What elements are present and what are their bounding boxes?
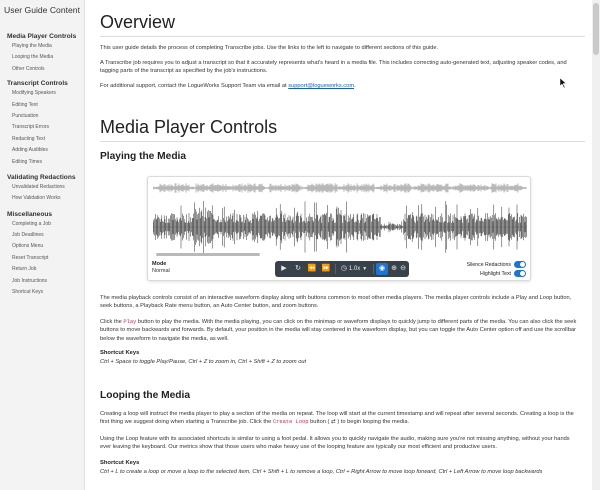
sidebar-item-options-menu[interactable]: Options Menu <box>12 243 44 250</box>
media-player <box>147 176 531 281</box>
looping-shortcut-title: Shortcut Keys <box>100 460 140 466</box>
playback-rate-value: 1.0x <box>348 266 361 272</box>
sidebar-item-punctuation[interactable]: Punctuation <box>12 112 39 119</box>
looping-the-media-heading: Looping the Media <box>100 390 190 401</box>
sidebar-item-adding-audibles[interactable]: Adding Audibles <box>12 147 48 154</box>
timer-icon: ◷ <box>340 265 347 272</box>
sidebar-item-return-job[interactable]: Return Job <box>12 266 37 273</box>
sidebar-section-validating-redactions[interactable]: Validating Redactions <box>7 173 76 181</box>
overview-paragraph-3: For additional support, contact the LogueWorks Support Team via email at support@logueworks.com. <box>100 83 356 89</box>
highlight-text-label: Highlight Text <box>479 270 511 277</box>
mode-value: Normal <box>152 268 170 274</box>
sidebar-item-editing-times[interactable]: Editing Times <box>12 158 43 165</box>
controls-divider <box>373 264 374 274</box>
sidebar-item-modifying-speakers[interactable]: Modifying Speakers <box>12 90 56 97</box>
overview-paragraph-1: This user guide details the process of completing Transcribe jobs. Use the links to the left to navigate to different sections of this guide. <box>100 45 439 51</box>
playing-paragraph-2: Click the Play button to play the media. With the media playing, you can click on the minimap or waveform displays to quickly jump to different parts of the media. You can also click the seek buttons to move backwards and forwards. By default, your position in the media will stay centered in the waveform display, but you can toggle the Auto Center option off and use the scrollbar below the waveform to navigate the media, as well. <box>100 319 577 342</box>
playing-shortcut-title: Shortcut Keys <box>100 350 140 356</box>
zoom-out-button[interactable] <box>399 263 407 275</box>
zoom-out-icon: ⊖ <box>400 265 406 272</box>
sidebar-item-transcript-errors[interactable]: Transcript Errors <box>12 124 50 131</box>
fast-forward-icon: ⏩ <box>321 265 331 272</box>
sidebar-section-miscellaneous[interactable]: Miscellaneous <box>7 210 53 218</box>
player-controls-bar <box>275 261 409 277</box>
loop-icon: ↻ <box>295 265 301 272</box>
seek-forward-button[interactable] <box>320 263 332 275</box>
chevron-down-icon: ▼ <box>362 266 368 272</box>
zoom-in-icon: ⊕ <box>391 265 397 272</box>
overview-heading: Overview <box>100 12 176 32</box>
play-button[interactable] <box>278 263 290 275</box>
page-scrollbar[interactable] <box>592 0 600 490</box>
overview-rule <box>100 36 585 37</box>
sidebar-item-how-validation-works[interactable]: How Validation Works <box>12 195 61 202</box>
silence-redactions-toggle-row <box>467 261 526 268</box>
play-icon: ▶ <box>281 265 287 272</box>
rewind-icon: ⏪ <box>307 265 317 272</box>
mode-label: Mode <box>152 261 167 267</box>
sidebar-title: User Guide Content <box>4 5 80 15</box>
overview-paragraph-2: A Transcribe job requires you to adjust a transcript so that it accurately represents what's heard in a media file. This includes correcting auto-generated text, adjusting speaker codes, and tagging parts of the transcript as specified by the job's instructions. <box>100 60 567 75</box>
sidebar <box>0 0 85 490</box>
controls-divider <box>335 264 336 274</box>
playback-rate-button[interactable] <box>338 263 370 275</box>
waveform-display[interactable] <box>153 201 527 253</box>
sidebar-section-media-player-controls[interactable]: Media Player Controls <box>7 33 77 40</box>
media-player-controls-rule <box>100 141 585 142</box>
sidebar-item-reset-transcript[interactable]: Reset Transcript <box>12 254 49 261</box>
sidebar-section-transcript-controls[interactable]: Transcript Controls <box>7 80 68 88</box>
target-icon: ◉ <box>378 265 386 272</box>
zoom-in-button[interactable] <box>390 263 398 275</box>
waveform-scrollbar[interactable] <box>156 253 260 256</box>
sidebar-item-other-controls[interactable]: Other Controls <box>12 65 45 72</box>
sidebar-item-redacting-text[interactable]: Redacting Text <box>12 135 45 142</box>
playing-the-media-heading: Playing the Media <box>100 151 187 162</box>
looping-paragraph-2: Using the Loop feature with its associated shortcuts is similar to using a foot pedal. It allows you to quickly navigate the audio, making sure you're not missing anything, without your hands ever leaving the keyboard. Our metrics show that those users who make heavy use of the looping feature are typically our most efficient and productive users. <box>100 436 570 451</box>
page-scrollbar-thumb[interactable] <box>593 3 599 55</box>
sidebar-item-shortcut-keys[interactable]: Shortcut Keys <box>12 289 44 296</box>
minimap-waveform[interactable] <box>153 182 527 194</box>
looping-shortcut-text: Ctrl + L to create a loop or move a loop to the selected item, Ctrl + Shift + L to remove a loop, Ctrl + Right Arrow to move loop forward, Ctrl + Left Arrow to move loop backwards <box>100 469 543 475</box>
playing-shortcut-text: Ctrl + Space to toggle Play/Pause, Ctrl + Z to zoom in, Ctrl + Shift + Z to zoom out <box>100 359 307 365</box>
sidebar-item-completing-a-job[interactable]: Completing a Job <box>12 220 51 227</box>
looping-paragraph-1: Creating a loop will instruct the media player to play a section of the media on repeat. The loop will start at the current timestamp and will repeat after several seconds. Creating a loop is the first thing we suggest doing when starting a Transcribe job. Click the Create Loop button ( ⇄ ) to begin looping the media. <box>100 411 574 426</box>
highlight-text-toggle-row <box>480 270 526 277</box>
media-player-controls-heading: Media Player Controls <box>100 117 278 137</box>
sidebar-item-playing-the-media[interactable]: Playing the Media <box>12 43 52 49</box>
support-email-link[interactable]: support@logueworks.com <box>288 83 355 89</box>
highlight-text-toggle[interactable] <box>514 270 526 277</box>
sidebar-item-unvalidated-redactions[interactable]: Unvalidated Redactions <box>12 183 65 190</box>
create-loop-button[interactable] <box>292 263 304 275</box>
auto-center-button[interactable] <box>376 263 388 275</box>
silence-redactions-label: Silence Redactions <box>466 261 511 268</box>
silence-redactions-toggle[interactable] <box>514 261 526 268</box>
mouse-cursor-icon <box>560 78 568 88</box>
seek-back-button[interactable] <box>306 263 318 275</box>
create-loop-code: Create Loop <box>272 419 309 426</box>
sidebar-item-job-instructions[interactable]: Job Instructions <box>12 277 48 284</box>
playing-paragraph-1: The media playback controls consist of an interactive waveform display along with buttons common to most other media players. The media player controls include a Play and Loop button, seek buttons, a Playback Rate menu button, an Auto Center button, and zoom buttons. <box>100 295 572 310</box>
sidebar-item-job-deadlines[interactable]: Job Deadlines <box>12 232 44 239</box>
sidebar-item-editing-text[interactable]: Editing Text <box>12 101 38 108</box>
sidebar-item-looping-the-media[interactable]: Looping the Media <box>12 54 54 61</box>
play-code: Play <box>123 319 137 325</box>
